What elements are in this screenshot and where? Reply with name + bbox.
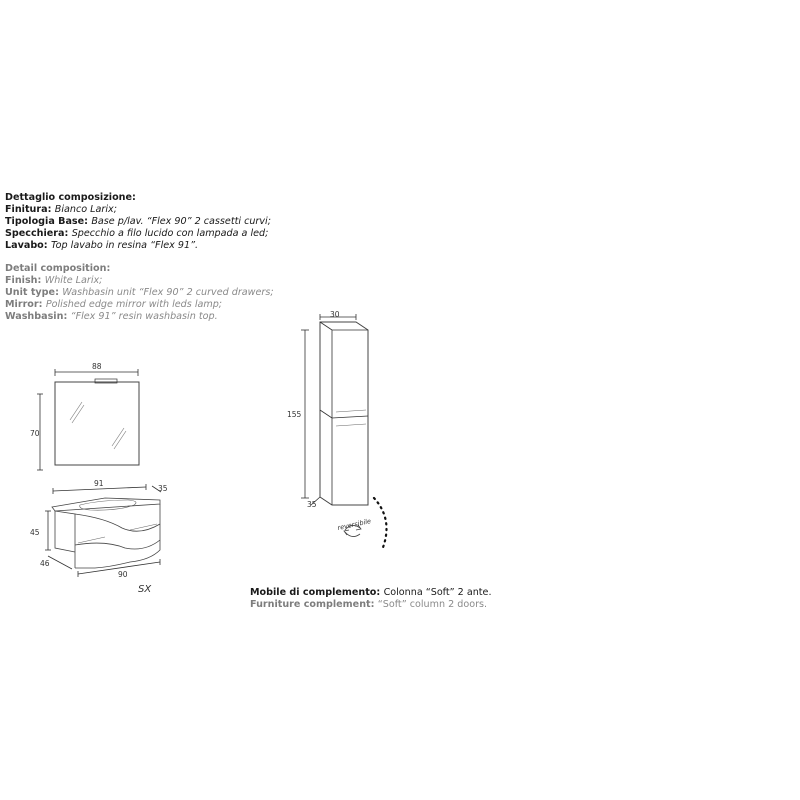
detail-value: Base p/lav. “Flex 90” 2 cassetti curvi; — [91, 216, 271, 227]
vanity-unit-drawing — [52, 498, 160, 568]
side-label: SX — [138, 584, 152, 595]
mirror-height-label: 70 — [30, 429, 40, 438]
detail-value: Bianco Larix; — [54, 204, 117, 215]
reversible-label: reversibile — [336, 517, 372, 533]
detail-label: Mirror — [5, 299, 39, 310]
complement-row-it: Mobile di complemento: Colonna “Soft” 2 ante. — [250, 587, 492, 598]
complement-value-it: Colonna “Soft” 2 ante. — [383, 587, 492, 598]
composition-title-it: Dettaglio composizione: — [5, 192, 136, 203]
column-drawing — [311, 322, 368, 505]
detail-value: Polished edge mirror with leds lamp; — [45, 299, 223, 310]
base-depth-label: 46 — [40, 559, 50, 568]
detail-label: Finish — [5, 275, 38, 286]
detail-row-basin-it: Lavabo: Top lavabo in resina “Flex 91”. — [5, 240, 199, 251]
column-depth-label: 35 — [307, 500, 317, 509]
column-height-dimension — [301, 330, 309, 498]
composition-title-en: Detail composition: — [5, 263, 111, 274]
detail-value: Washbasin unit “Flex 90” 2 curved drawers; — [62, 287, 274, 298]
detail-row-mirror-it: Specchiera: Specchio a filo lucido con lampada a led; — [5, 228, 269, 239]
detail-row-mirror-en: Mirror: Polished edge mirror with leds lamp; — [5, 299, 223, 310]
detail-label: Washbasin — [5, 311, 64, 322]
detail-row-unit-en: Unit type: Washbasin unit “Flex 90” 2 curved drawers; — [5, 287, 274, 298]
complement-row-en: Furniture complement: “Soft” column 2 doors. — [250, 599, 488, 610]
detail-value: Top lavabo in resina “Flex 91”. — [50, 240, 199, 251]
base-height-label: 45 — [30, 528, 40, 537]
detail-row-finish-it: Finitura: Bianco Larix; — [5, 204, 117, 215]
detail-value: Specchio a filo lucido con lampada a led; — [71, 228, 269, 239]
detail-label: Tipologia Base — [5, 216, 85, 227]
furniture-complement — [250, 587, 492, 611]
complement-value-en: “Soft” column 2 doors. — [377, 599, 488, 610]
detail-value: “Flex 91” resin washbasin top. — [70, 311, 218, 322]
top-depth-label: 35 — [158, 484, 168, 493]
mirror-drawing — [55, 379, 139, 465]
detail-value: White Larix; — [44, 275, 103, 286]
top-width-label: 91 — [94, 479, 104, 488]
complement-label-en: Furniture complement — [250, 599, 371, 610]
detail-row-unit-it: Tipologia Base: Base p/lav. “Flex 90” 2 cassetti curvi; — [5, 216, 271, 227]
detail-label: Unit type — [5, 287, 56, 298]
detail-label: Lavabo — [5, 240, 44, 251]
detail-label: Finitura — [5, 204, 48, 215]
column-width-label: 30 — [330, 310, 340, 319]
base-width-label: 90 — [118, 570, 128, 579]
door-swing-arc — [374, 498, 387, 550]
mirror-width-label: 88 — [92, 362, 102, 371]
detail-row-finish-en: Finish: White Larix; — [5, 275, 103, 286]
detail-label: Specchiera — [5, 228, 65, 239]
column-height-label: 155 — [287, 410, 302, 419]
complement-label-it: Mobile di complemento — [250, 587, 377, 598]
detail-row-basin-en: Washbasin: “Flex 91” resin washbasin top. — [5, 311, 218, 322]
